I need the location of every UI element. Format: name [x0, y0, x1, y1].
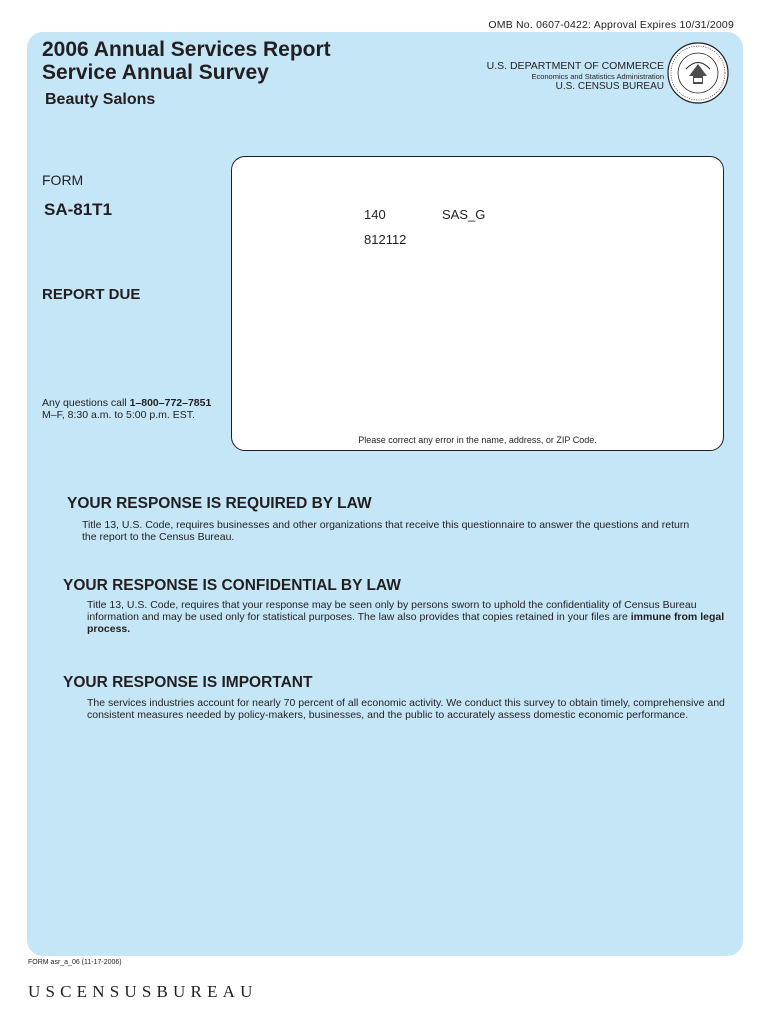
- industry-subtitle: Beauty Salons: [45, 91, 156, 108]
- naics-code: 812112: [364, 232, 407, 247]
- department-name: U.S. DEPARTMENT OF COMMERCE: [486, 60, 664, 72]
- section-heading-confidential: YOUR RESPONSE IS CONFIDENTIAL BY LAW: [63, 577, 401, 594]
- section-heading-important: YOUR RESPONSE IS IMPORTANT: [63, 674, 313, 691]
- form-label: FORM: [42, 172, 84, 188]
- address-code-1: 140: [364, 207, 386, 222]
- address-label-box: [231, 156, 724, 451]
- contact-phone: 1–800–772–7851: [129, 397, 212, 409]
- agency-block: [487, 61, 664, 92]
- section-body-important: The services industries account for nearly 70 percent of all economic activity. We conduct this survey to obtain timely, comprehensive and consistent measures needed by policy-makers, businesses, and the public to accurately assess domestic economic performance.: [87, 697, 725, 721]
- form-number: SA-81T1: [44, 200, 113, 219]
- confidential-text: Title 13, U.S. Code, requires that your response may be seen only by persons sworn to uphold the confidentiality of Census Bureau information and may be used only for statistical purposes. The law also provides that copies retained in your files are: [87, 599, 697, 623]
- census-bureau-wordmark: USCENSUSBUREAU: [28, 982, 258, 1001]
- omb-approval-notice: OMB No. 0607-0422: Approval Expires 10/31/2009: [488, 19, 734, 31]
- section-body-confidential: [87, 599, 727, 635]
- contact-info: [42, 397, 211, 421]
- report-title: 2006 Annual Services Report: [42, 38, 331, 61]
- bureau-name: U.S. CENSUS BUREAU: [555, 80, 664, 92]
- survey-title: Service Annual Survey: [42, 61, 269, 84]
- section-body-required: Title 13, U.S. Code, requires businesses and other organizations that receive this questionnaire to answer the questions and return the report to the Census Bureau.: [82, 519, 690, 543]
- address-code-2: SAS_G: [442, 207, 486, 222]
- contact-hours: M–F, 8:30 a.m. to 5:00 p.m. EST.: [42, 409, 195, 421]
- confidential-emphasis: immune from legal process.: [87, 611, 725, 635]
- administration-name: Economics and Statistics Administration: [531, 71, 664, 81]
- section-heading-required: YOUR RESPONSE IS REQUIRED BY LAW: [67, 495, 372, 512]
- form-revision-code: FORM asr_a_06 (11-17-2006): [28, 959, 122, 966]
- contact-prefix: Any questions call: [42, 397, 130, 409]
- address-correction-note: Please correct any error in the name, address, or ZIP Code.: [358, 435, 597, 445]
- commerce-seal-icon: [667, 42, 729, 104]
- report-due-label: REPORT DUE: [42, 286, 141, 303]
